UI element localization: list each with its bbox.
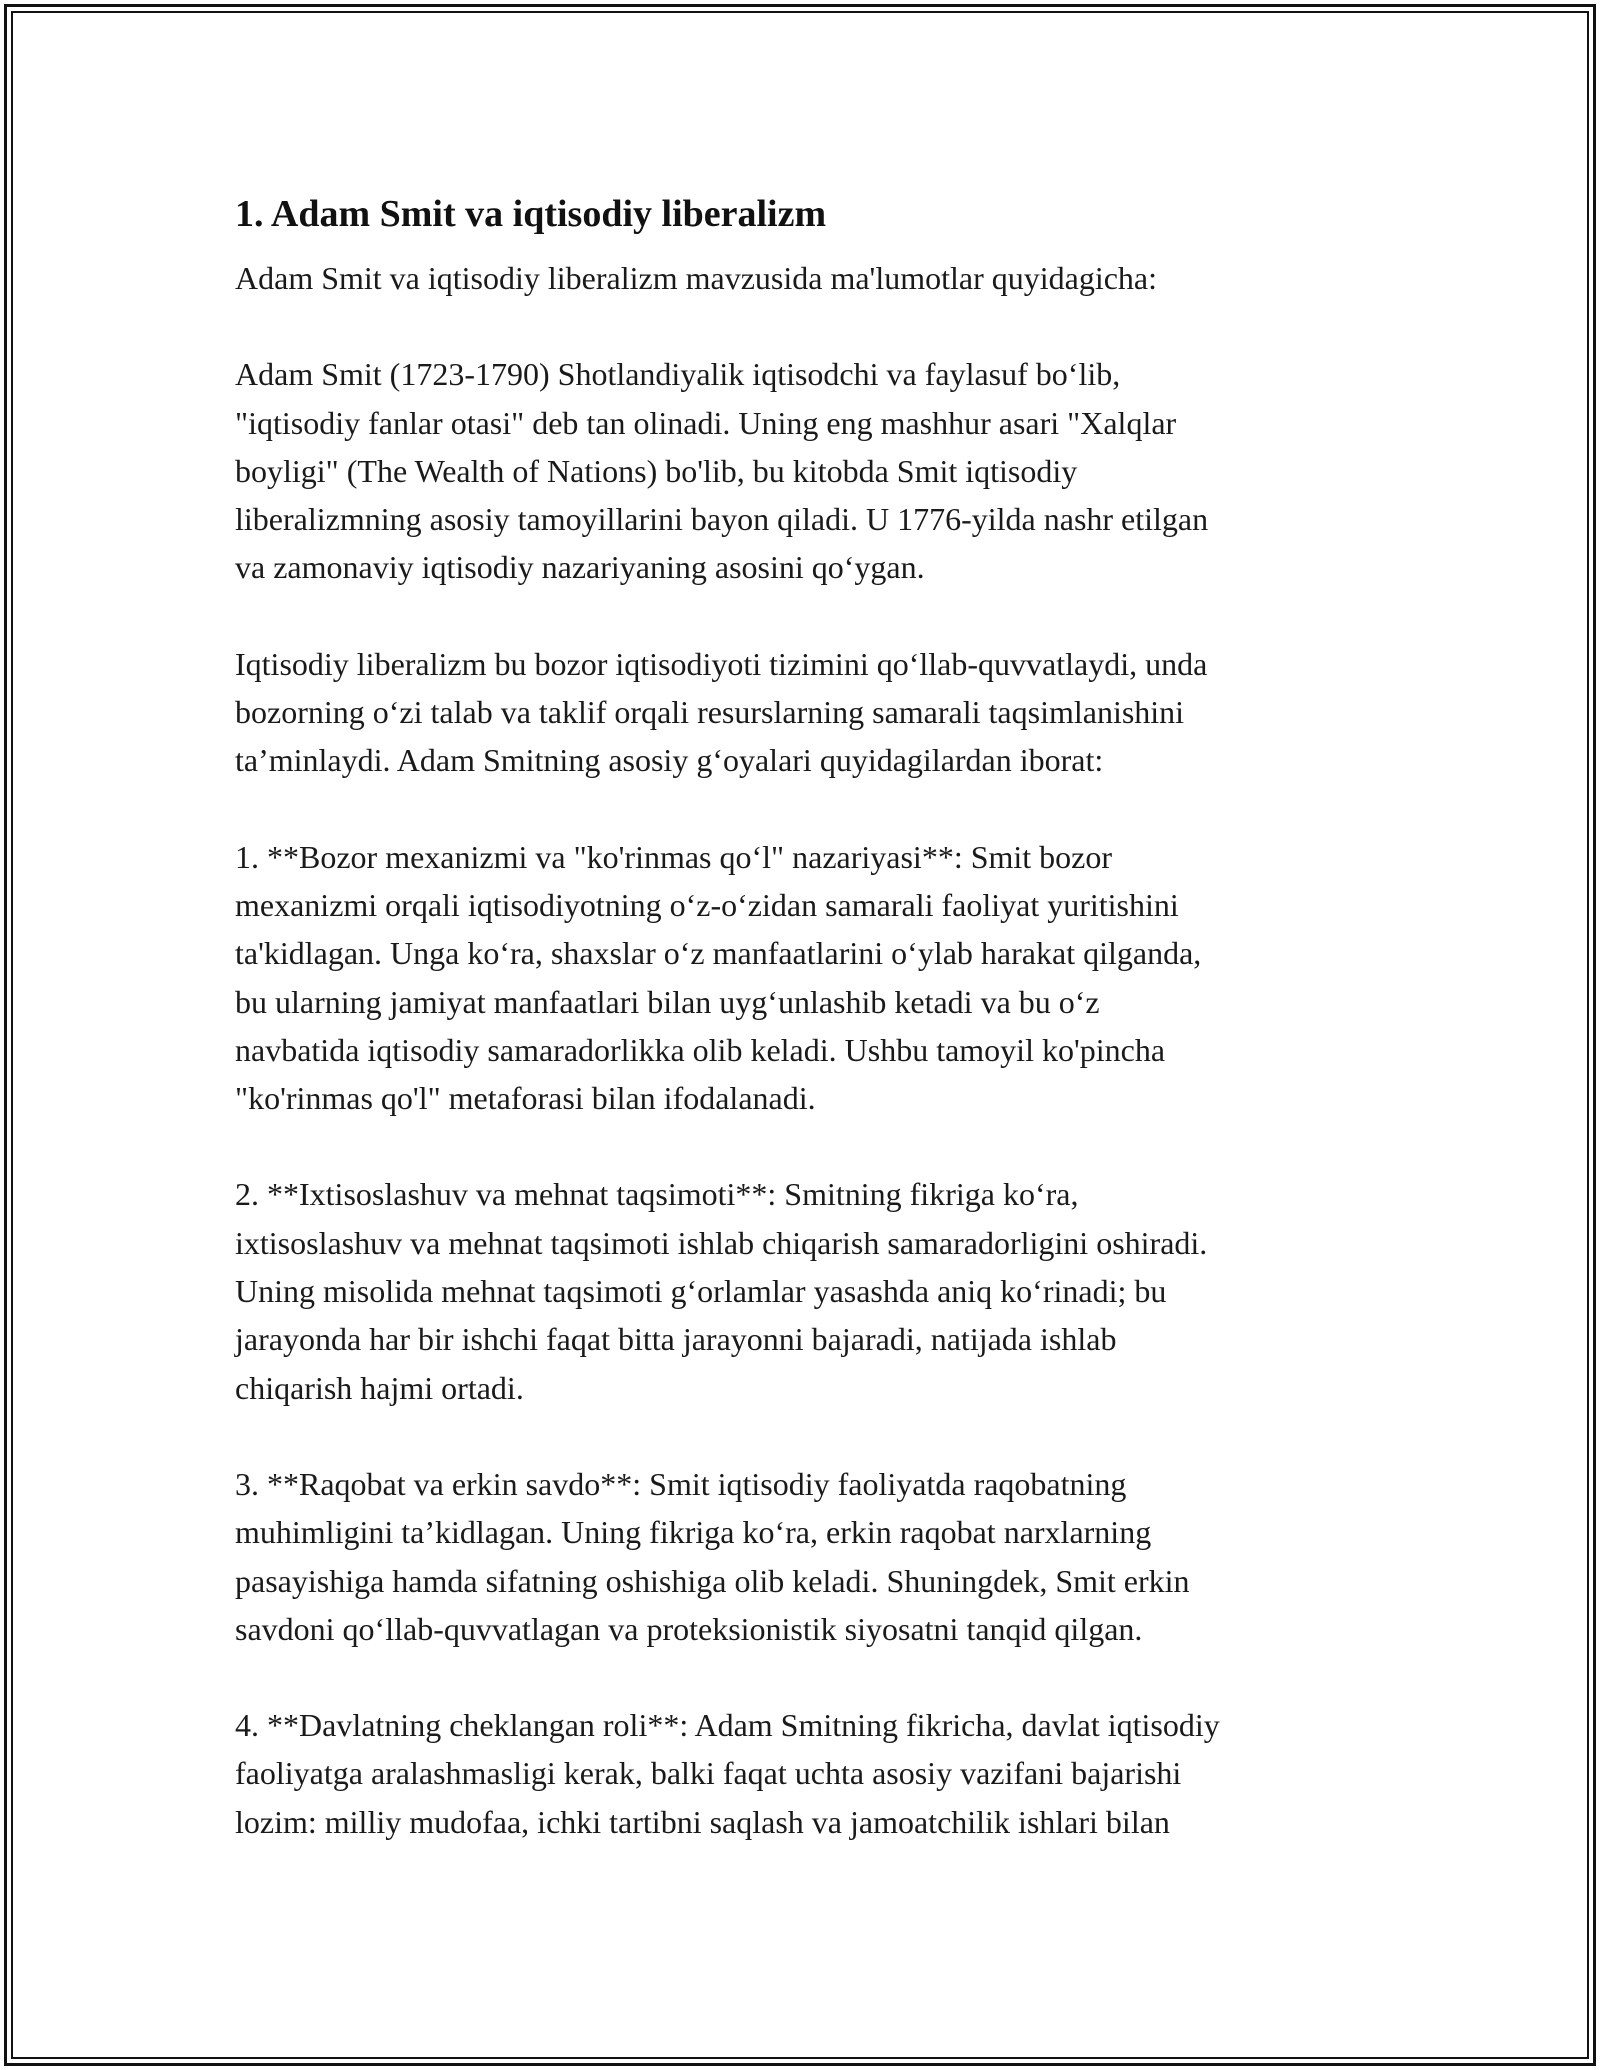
point-2-paragraph: 2. **Ixtisoslashuv va mehnat taqsimoti**: Smitning fikriga ko‘ra, ixtisoslashuv va mehnat taqsimoti ishlab chiqarish samaradorligini oshiradi. Uning misolida mehnat taqsimoti g‘orlamlar yasashda aniq ko‘rinadi; bu jarayonda har bir ishchi faqat bitta jarayonni bajaradi, natijada ishlab chiqarish hajmi ortadi.	[235, 1176, 1208, 1406]
point-1-paragraph: 1. **Bozor mexanizmi va "ko'rinmas qo‘l" nazariyasi**: Smit bozor mexanizmi orqali iqtisodiyotning o‘z-o‘zidan samarali faoliyat yuritishini ta'kidlagan. Unga ko‘ra, shaxslar o‘z manfaatlarini o‘ylab harakat qilganda, bu ularning jamiyat manfaatlari bilan uyg‘unlashib ketadi va bu o‘z navbatida iqtisodiy samaradorlikka olib keladi. Ushbu tamoyil ko'pincha "ko'rinmas qo'l" metaforasi bilan ifodalanadi.	[235, 838, 1202, 1117]
liberalism-paragraph: Iqtisodiy liberalizm bu bozor iqtisodiyoti tizimini qo‘llab-quvvatlaydi, unda bozorning o‘zi talab va taklif orqali resurslarning samarali taqsimlanishini ta’minlaydi. Adam Smitning asosiy g‘oyalari quyidagilardan iborat:	[235, 645, 1208, 779]
point-4-paragraph: 4. **Davlatning cheklangan roli**: Adam Smitning fikricha, davlat iqtisodiy faoliyatga aralashmasligi kerak, balki faqat uchta asosiy vazifani bajarishi lozim: milliy mudofaa, ichki tartibni saqlash va jamoatchilik ishlari bilan	[235, 1707, 1220, 1840]
paragraph-list	[235, 254, 1390, 1846]
point-3-paragraph: 3. **Raqobat va erkin savdo**: Smit iqtisodiy faoliyatda raqobatning muhimligini ta’kidlagan. Uning fikriga ko‘ra, erkin raqobat narxlarning pasayishiga hamda sifatning oshishiga olib keladi. Shuningdek, Smit erkin savdoni qo‘llab-quvvatlagan va proteksionistik siyosatni tanqid qilgan.	[235, 1465, 1190, 1647]
intro-paragraph: Adam Smit va iqtisodiy liberalizm mavzusida ma'lumotlar quyidagicha:	[235, 260, 1158, 296]
section-heading: 1. Adam Smit va iqtisodiy liberalizm	[235, 193, 827, 235]
document-body	[235, 182, 1390, 1894]
biography-paragraph: Adam Smit (1723-1790) Shotlandiyalik iqtisodchi va faylasuf bo‘lib, "iqtisodiy fanlar otasi" deb tan olinadi. Uning eng mashhur asari "Xalqlar boyligi" (The Wealth of Nations) bo'lib, bu kitobda Smit iqtisodiy liberalizmning asosiy tamoyillarini bayon qiladi. U 1776-yilda nashr etilgan va zamonaviy iqtisodiy nazariyaning asosini qo‘ygan.	[235, 356, 1209, 586]
